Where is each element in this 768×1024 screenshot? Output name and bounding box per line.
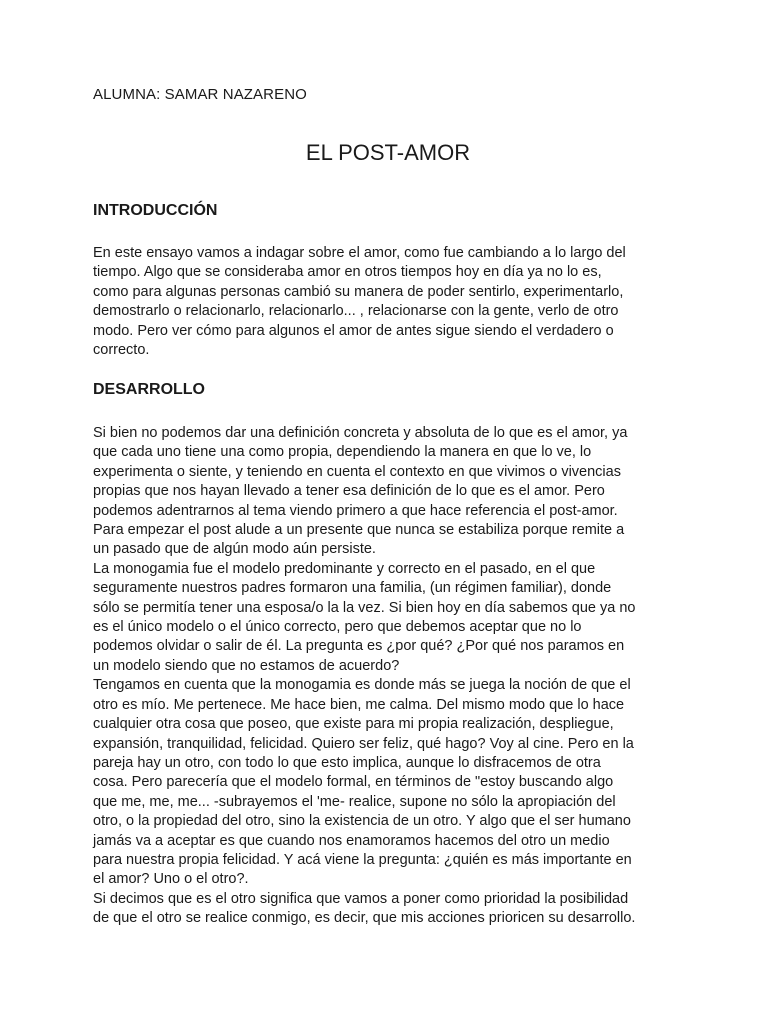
intro-line: demostrarlo o relacionarlo, relacionarlo... , relacionarse con la gente, verlo de otro: [93, 303, 619, 320]
intro-line: como para algunas personas cambió su manera de poder sentirlo, experimentarlo,: [93, 283, 624, 300]
student-name: ALUMNA: SAMAR NAZARENO: [93, 86, 307, 103]
development-line: el amor? Uno o el otro?.: [93, 871, 249, 888]
development-line: Para empezar el post alude a un presente que nunca se estabiliza porque remite a: [93, 522, 625, 539]
development-line: Si decimos que es el otro significa que vamos a poner como prioridad la posibilidad: [93, 890, 629, 907]
development-line: para nuestra propia felicidad. Y acá viene la pregunta: ¿quién es más importante en: [93, 851, 632, 868]
development-line: pareja hay un otro, con todo lo que esto implica, aunque lo disfracemos de otra: [93, 754, 601, 771]
development-line: un pasado que de algún modo aún persiste.: [93, 541, 376, 558]
development-line: La monogamia fue el modelo predominante y correcto en el pasado, en el que: [93, 560, 596, 577]
development-line: es el único modelo o el único correcto, pero que debemos aceptar que no lo: [93, 619, 582, 636]
intro-paragraph: [93, 244, 678, 360]
intro-line: correcto.: [93, 342, 150, 359]
development-line: cualquier otra cosa que poseo, que existe para mi propia realización, despliegue,: [93, 716, 614, 733]
development-heading: DESARROLLO: [93, 381, 205, 398]
development-line: podemos adentrarnos al tema viendo primero a que hace referencia el post-amor.: [93, 502, 618, 519]
development-line: Si bien no podemos dar una definición concreta y absoluta de lo que es el amor, ya: [93, 425, 628, 441]
development-line: que me, me, me... -subrayemos el 'me- realice, supone no sólo la apropiación del: [93, 793, 616, 810]
development-line: otro, o la propiedad del otro, sino la existencia de un otro. Y algo que el ser humano: [93, 813, 631, 830]
document-title-text: EL POST-AMOR: [305, 140, 471, 165]
development-line: Tengamos en cuenta que la monogamia es donde más se juega la noción de que el: [93, 677, 631, 694]
development-paragraph: [93, 424, 678, 929]
development-line: que cada uno tiene una como propia, dependiendo la manera en que lo ve, lo: [93, 444, 592, 461]
development-line: un modelo siendo que no estamos de acuerdo?: [93, 657, 400, 674]
intro-line: En este ensayo vamos a indagar sobre el amor, como fue cambiando a lo largo del: [93, 245, 626, 261]
development-line: expansión, tranquilidad, felicidad. Quiero ser feliz, qué hago? Voy al cine. Pero en la: [93, 735, 634, 752]
development-line: seguramente nuestros padres formaron una familia, (un régimen familiar), donde: [93, 580, 612, 597]
development-line: podemos olvidar o salir de él. La pregunta es ¿por qué? ¿Por qué nos paramos en: [93, 638, 625, 655]
intro-line: modo. Pero ver cómo para algunos el amor de antes sigue siendo el verdadero o: [93, 322, 614, 339]
development-line: experimenta o siente, y teniendo en cuenta el contexto en que vivimos o vivencias: [93, 463, 621, 480]
development-line: jamás va a aceptar es que cuando nos enamoramos hacemos del otro un medio: [93, 832, 610, 849]
intro-line: tiempo. Algo que se consideraba amor en otros tiempos hoy en día ya no lo es,: [93, 264, 602, 281]
development-line: propias que nos hayan llevado a tener esa definición de lo que es el amor. Pero: [93, 483, 605, 500]
document-title: [0, 140, 768, 166]
development-line: de que el otro se realice conmigo, es decir, que mis acciones prioricen su desarrollo.: [93, 910, 636, 927]
intro-heading: INTRODUCCIÓN: [93, 202, 218, 219]
development-line: sólo se permitía tener una esposa/o la la vez. Si bien hoy en día sabemos que ya no: [93, 599, 636, 616]
development-line: cosa. Pero parecería que el modelo formal, en términos de "estoy buscando algo: [93, 774, 614, 791]
development-line: otro es mío. Me pertenece. Me hace bien, me calma. Del mismo modo que lo hace: [93, 696, 625, 713]
